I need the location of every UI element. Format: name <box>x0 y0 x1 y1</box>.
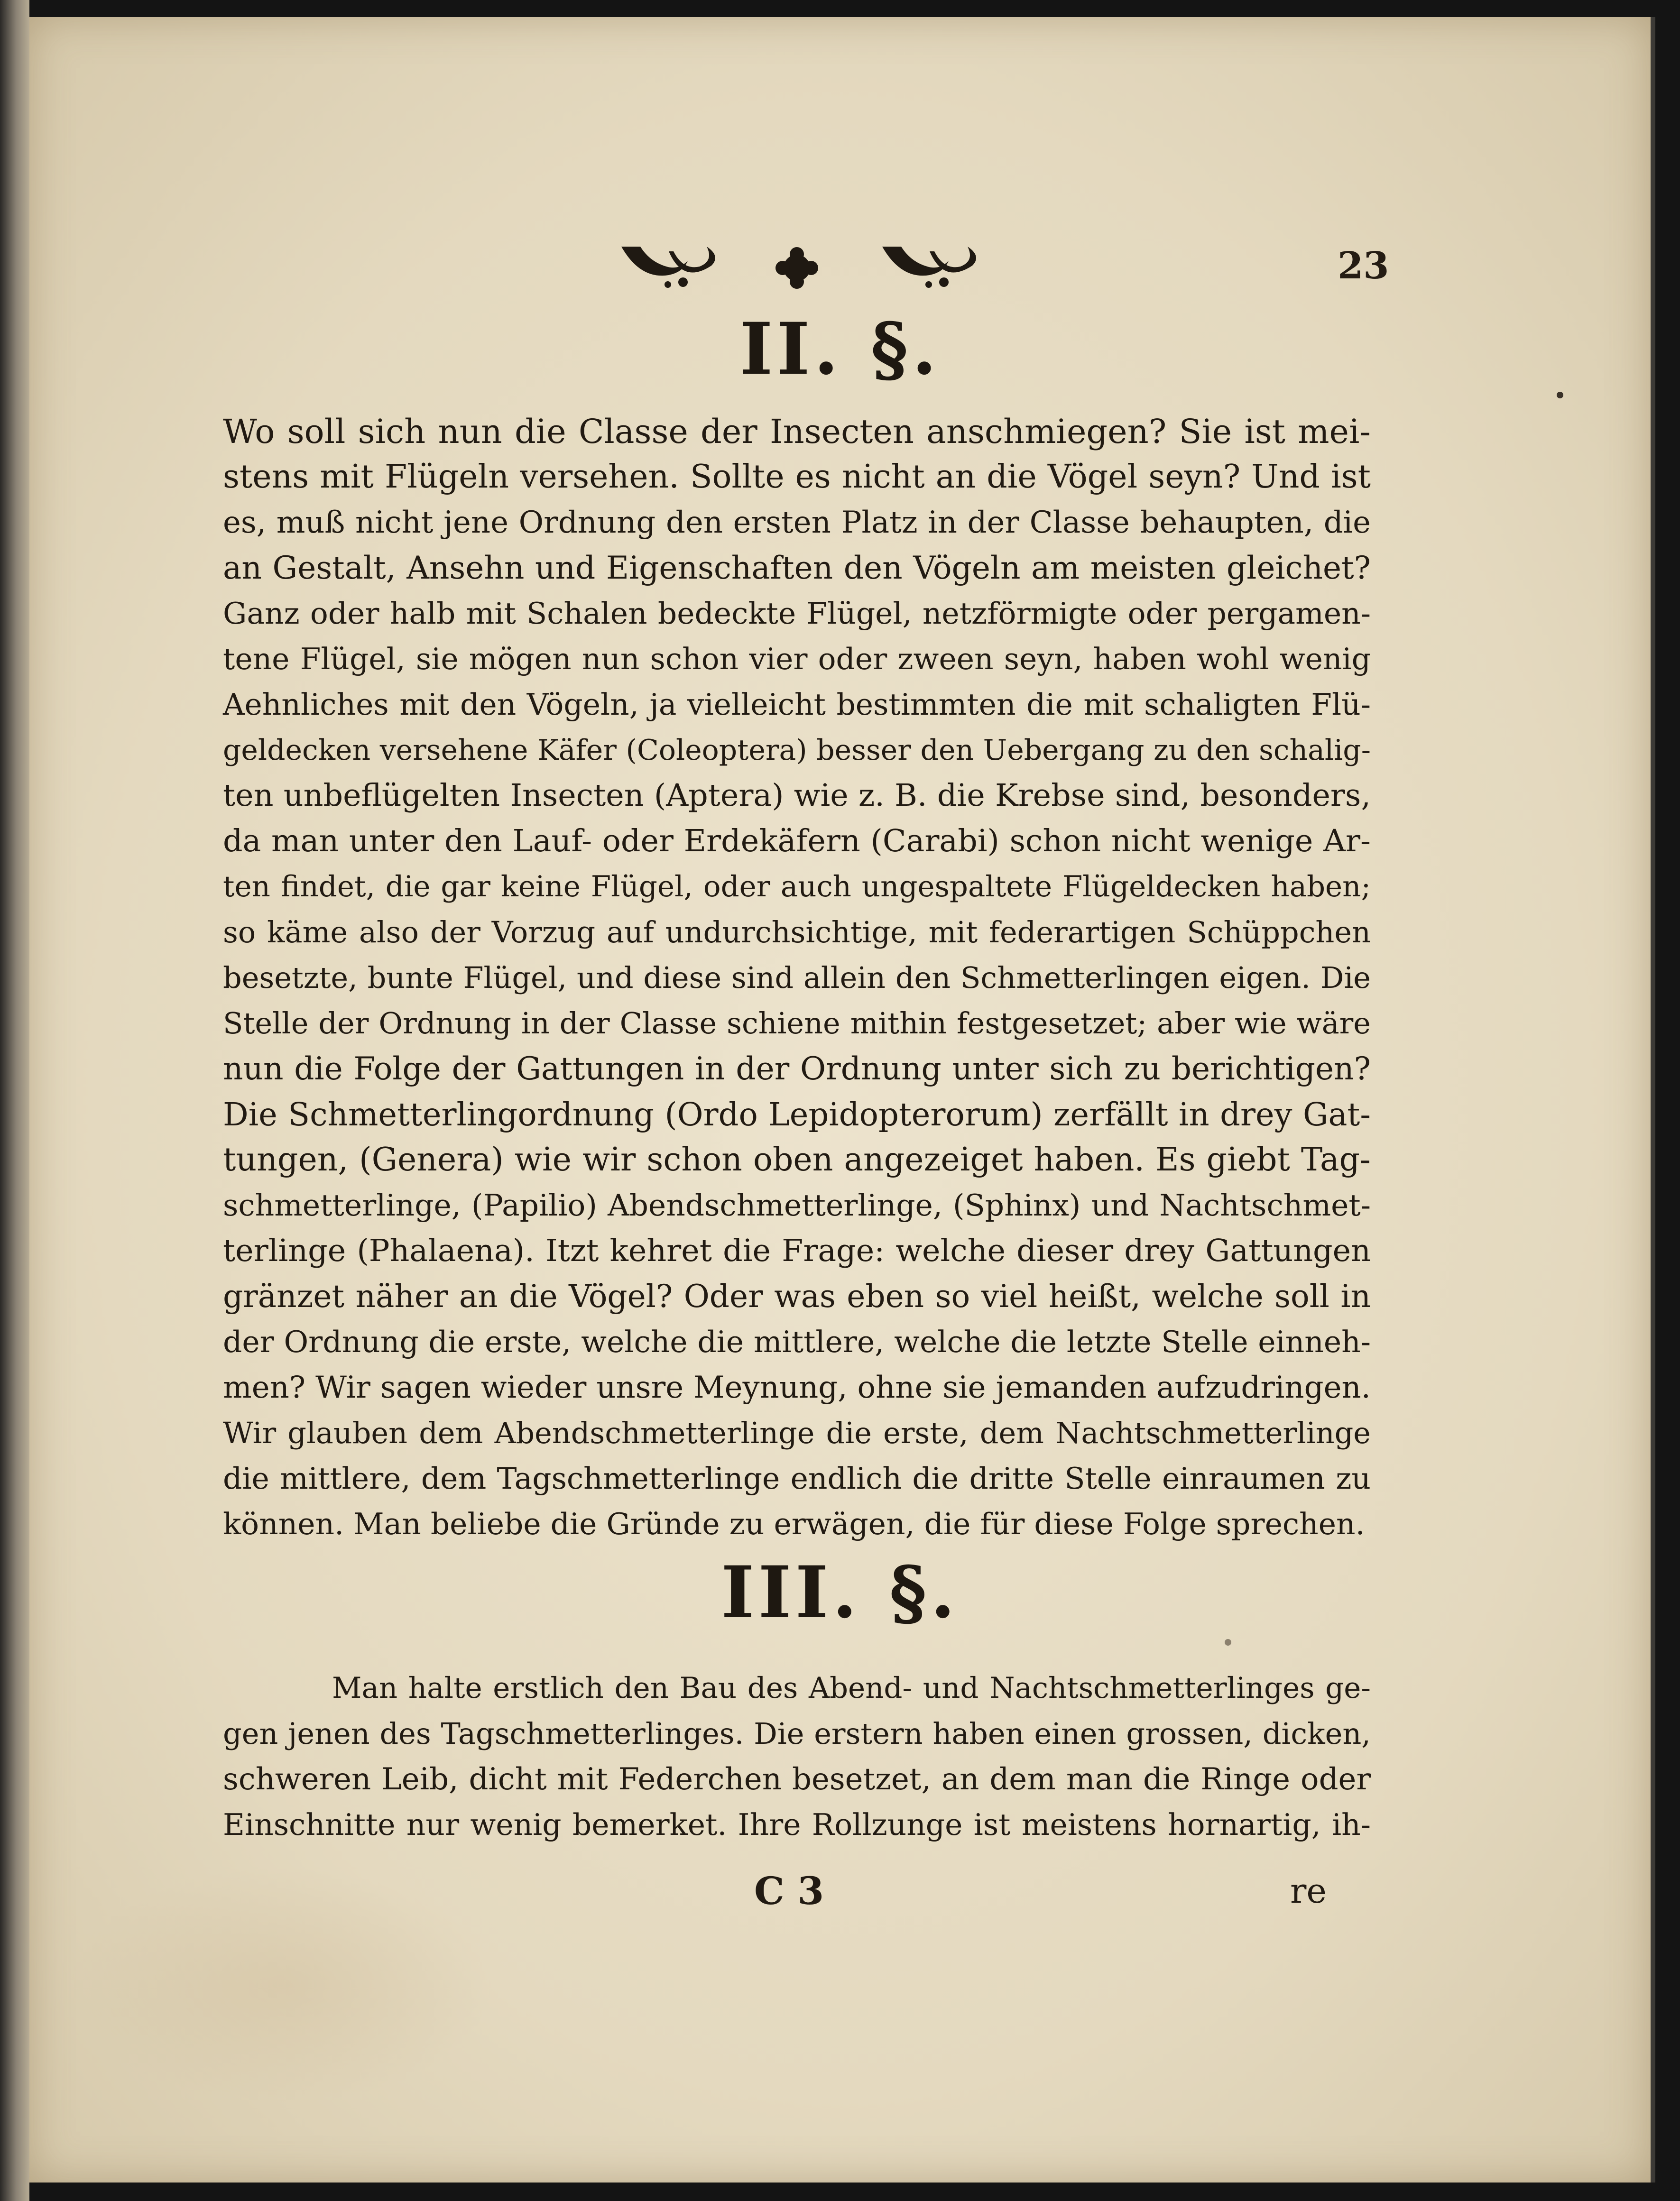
text-line: Wir glauben dem Abendschmetterlinge die erste, dem Nachtschmetterlinge <box>223 1416 1371 1450</box>
text-line: schweren Leib, dicht mit Federchen besetzet, an dem man die Ringe oder <box>223 1762 1371 1797</box>
text-line: schmetterlinge, (Papilio) Abendschmetterlinge, (Sphinx) und Nachtschmet- <box>223 1188 1371 1223</box>
text-line: so käme also der Vorzug auf undurchsichtige, mit federartigen Schüppchen <box>223 915 1371 949</box>
page-number: 23 <box>1338 244 1389 287</box>
text-line: an Gestalt, Ansehn und Eigenschaften den Vögeln am meisten gleichet? <box>223 550 1371 586</box>
catchword: re <box>1290 1871 1327 1911</box>
text-line: geldecken versehene Käfer (Coleoptera) besser den Uebergang zu den schalig- <box>223 734 1371 767</box>
text-line: tungen, (Genera) wie wir schon oben angezeiget haben. Es giebt Tag- <box>223 1141 1371 1179</box>
text-line: es, muß nicht jene Ordnung den ersten Platz in der Classe behaupten, die <box>223 505 1371 540</box>
signature-mark: C 3 <box>754 1869 824 1913</box>
text-line: terlinge (Phalaena). Itzt kehret die Frage: welche dieser drey Gattungen <box>223 1233 1371 1269</box>
floral-ornament-icon <box>612 237 982 299</box>
text-line: stens mit Flügeln versehen. Sollte es nicht an die Vögel seyn? Und ist <box>223 458 1371 496</box>
text-line: die mittlere, dem Tagschmetterlinge endlich die dritte Stelle einraumen zu <box>223 1461 1371 1496</box>
text-line: Einschnitte nur wenig bemerket. Ihre Rollzunge ist meistens hornartig, ih- <box>223 1807 1371 1842</box>
section-3-paragraph <box>223 1666 1371 1848</box>
text-line: gen jenen des Tagschmetterlinges. Die erstern haben einen grossen, dicken, <box>223 1716 1371 1751</box>
text-line: Stelle der Ordnung in der Classe schiene mithin festgesetzet; aber wie wäre <box>223 1006 1371 1041</box>
text-line: gränzet näher an die Vögel? Oder was eben so viel heißt, welche soll in <box>223 1278 1371 1315</box>
text-line: besetzte, bunte Flügel, und diese sind allein den Schmetterlingen eigen. Die <box>223 960 1371 995</box>
text-line: men? Wir sagen wieder unsre Meynung, ohne sie jemanden aufzudringen. <box>223 1370 1371 1405</box>
text-line: da man unter den Lauf- oder Erdekäfern (Carabi) schon nicht wenige Ar- <box>223 823 1371 859</box>
section-2-paragraph <box>223 409 1371 1547</box>
section-heading-2: II. §. <box>739 307 941 391</box>
text-line: ten unbeflügelten Insecten (Aptera) wie z. B. die Krebse sind, besonders, <box>223 778 1371 813</box>
text-line: Die Schmetterlingordnung (Ordo Lepidopterorum) zerfällt in drey Gat- <box>223 1096 1371 1133</box>
text-line: Aehnliches mit den Vögeln, ja vielleicht bestimmten die mit schaligten Flü- <box>223 687 1371 722</box>
text-line: Man halte erstlich den Bau des Abend- und Nachtschmetterlinges ge- <box>332 1671 1371 1705</box>
text-line: können. Man beliebe die Gründe zu erwägen, die für diese Folge sprechen. <box>223 1507 1365 1541</box>
paper-stain <box>67 1867 494 2104</box>
text-line: tene Flügel, sie mögen nun schon vier oder zween seyn, haben wohl wenig <box>223 642 1371 676</box>
text-line: nun die Folge der Gattungen in der Ordnung unter sich zu berichtigen? <box>223 1050 1371 1087</box>
text-line: Wo soll sich nun die Classe der Insecten anschmiegen? Sie ist mei- <box>223 412 1371 451</box>
section-heading-3: III. §. <box>721 1551 959 1634</box>
text-line: der Ordnung die erste, welche die mittlere, welche die letzte Stelle einneh- <box>223 1325 1371 1359</box>
text-line: ten findet, die gar keine Flügel, oder auch ungespaltete Flügeldecken haben; <box>223 870 1371 903</box>
text-line: Ganz oder halb mit Schalen bedeckte Flügel, netzförmigte oder pergamen- <box>223 596 1371 631</box>
ink-speck <box>1557 392 1563 398</box>
paper-speck <box>1225 1639 1231 1646</box>
